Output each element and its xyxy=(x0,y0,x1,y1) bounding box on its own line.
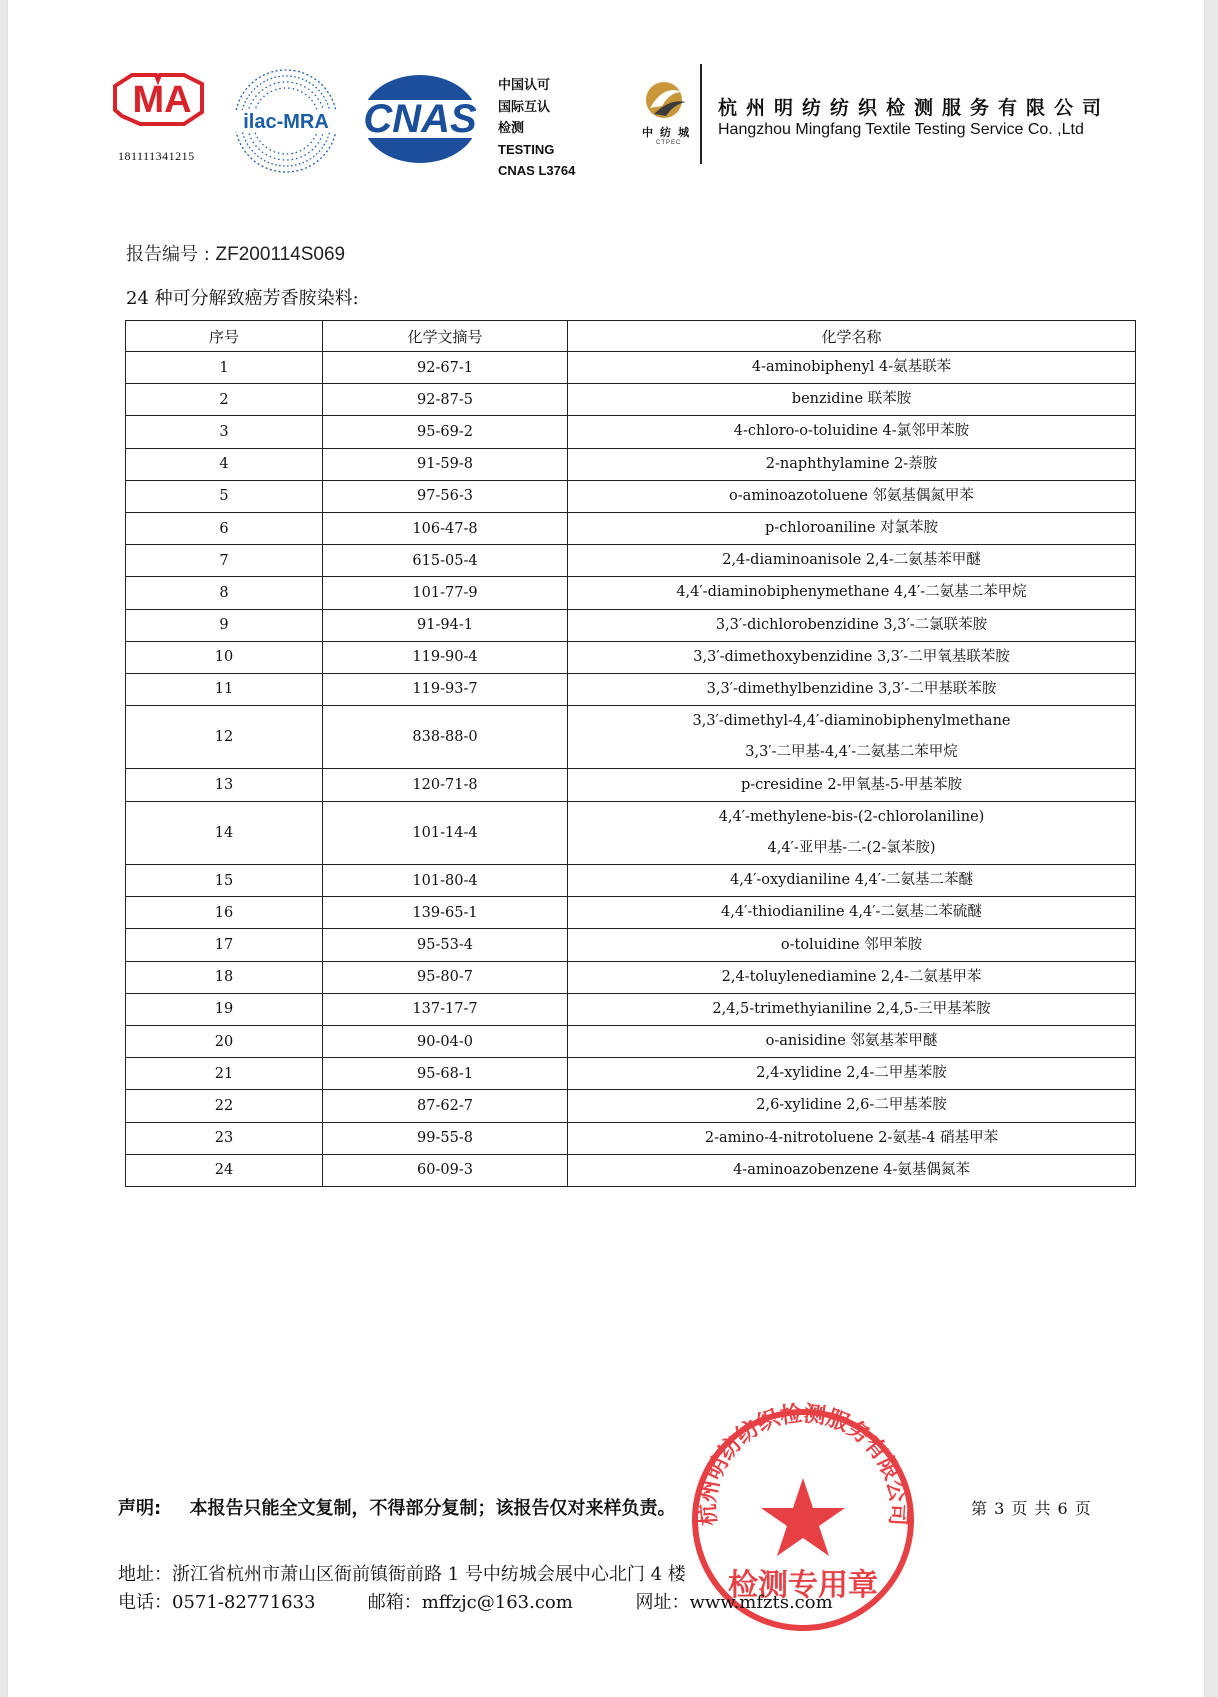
table-row xyxy=(126,1058,1136,1090)
cell-chemical-name xyxy=(568,865,1136,897)
chemical-name-line: o-aminoazotoluene 邻氨基偶氮甲苯 xyxy=(729,487,974,504)
ctpec-logo-icon xyxy=(640,78,688,122)
cell-cas: 91-94-1 xyxy=(323,609,568,641)
cell-cas: 60-09-3 xyxy=(323,1154,568,1186)
page-number: 第 3 页 共 6 页 xyxy=(971,1499,1092,1518)
cell-cas: 97-56-3 xyxy=(323,480,568,512)
cell-cas: 101-14-4 xyxy=(323,801,568,864)
cell-cas: 838-88-0 xyxy=(323,706,568,769)
table-body xyxy=(126,352,1136,1187)
chemical-name-line: 4,4′-亚甲基-二-(2-氯苯胺) xyxy=(767,839,936,856)
cell-cas: 119-90-4 xyxy=(323,641,568,673)
footer-email: 邮箱：mffzjc@163.com xyxy=(367,1592,573,1613)
chemical-name-line: 3,3′-二甲基-4,4′-二氨基二苯甲烷 xyxy=(745,744,958,761)
table-row xyxy=(126,1122,1136,1154)
cell-no: 23 xyxy=(126,1122,323,1154)
cell-no: 4 xyxy=(126,448,323,480)
cell-chemical-name xyxy=(568,448,1136,480)
cell-cas: 95-69-2 xyxy=(323,416,568,448)
cell-cas: 137-17-7 xyxy=(323,993,568,1025)
cell-chemical-name xyxy=(568,961,1136,993)
cert-line: CNAS L3764 xyxy=(498,163,576,178)
table-row xyxy=(126,545,1136,577)
cell-chemical-name xyxy=(568,352,1136,384)
report-number xyxy=(126,240,345,266)
chemical-name-line: p-chloroaniline 对氯苯胺 xyxy=(764,520,939,537)
cell-cas: 99-55-8 xyxy=(323,1122,568,1154)
cert-line: TESTING xyxy=(498,141,555,157)
chemical-name-line: 2-naphthylamine 2-萘胺 xyxy=(765,455,938,472)
cell-cas: 91-59-8 xyxy=(323,448,568,480)
chemical-name-line: 3,3′-dimethyl-4,4′-diaminobiphenylmethane xyxy=(692,713,1011,730)
table-row xyxy=(126,1090,1136,1122)
table-row xyxy=(126,801,1136,864)
col-header-name: 化学名称 xyxy=(568,321,1136,352)
cert-line: 中国认可 xyxy=(498,77,551,92)
table-row xyxy=(126,512,1136,544)
table-row xyxy=(126,673,1136,705)
chemical-name-line: 2,4-diaminoanisole 2,4-二氨基苯甲醚 xyxy=(722,552,981,569)
cell-no: 3 xyxy=(126,416,323,448)
cell-chemical-name xyxy=(568,577,1136,609)
cnas-logo xyxy=(355,70,485,168)
table-row xyxy=(126,1154,1136,1186)
cell-chemical-name xyxy=(568,769,1136,801)
cnas-cert-text xyxy=(498,74,575,182)
cell-cas: 92-87-5 xyxy=(323,384,568,416)
cma-logo xyxy=(112,72,212,130)
chemical-name-line: o-toluidine 邻甲苯胺 xyxy=(780,936,923,953)
company-name-cn: 杭州明纺纺织检测服务有限公司 xyxy=(718,97,1111,119)
chemical-name-line: 3,3′-dimethoxybenzidine 3,3′-二甲氧基联苯胺 xyxy=(693,648,1010,665)
cell-chemical-name xyxy=(568,929,1136,961)
cell-no: 16 xyxy=(126,897,323,929)
chemical-name-line: 3,3′-dichlorobenzidine 3,3′-二氯联苯胺 xyxy=(715,616,988,633)
cell-cas: 120-71-8 xyxy=(323,769,568,801)
report-number-value: ZF200114S069 xyxy=(215,244,346,265)
cell-chemical-name xyxy=(568,641,1136,673)
cma-number: 181111341215 xyxy=(118,149,195,163)
seal-bottom-text: 检测专用章 xyxy=(728,1568,878,1603)
declaration-text: 本报告只能全文复制，不得部分复制；该报告仅对来样负责。 xyxy=(189,1498,676,1519)
ilac-mra-logo xyxy=(231,66,341,176)
table-row xyxy=(126,641,1136,673)
cell-no: 18 xyxy=(126,961,323,993)
chemical-name-line: p-cresidine 2-甲氧基-5-甲基苯胺 xyxy=(741,776,962,793)
cell-no: 21 xyxy=(126,1058,323,1090)
cert-line: 国际互认 xyxy=(498,98,551,114)
ctpec-sub-text: CTPEC xyxy=(656,140,682,146)
cell-cas: 92-67-1 xyxy=(323,352,568,384)
chemical-name-line: 4,4′-thiodianiline 4,4′-二氨基二苯硫醚 xyxy=(721,904,982,921)
cell-cas: 101-80-4 xyxy=(323,865,568,897)
report-page xyxy=(8,0,1204,1697)
table-row xyxy=(126,706,1136,769)
cell-no: 9 xyxy=(126,609,323,641)
cell-cas: 106-47-8 xyxy=(323,512,568,544)
table-row xyxy=(126,865,1136,897)
cell-cas: 101-77-9 xyxy=(323,577,568,609)
cell-cas: 95-80-7 xyxy=(323,961,568,993)
chemical-name-line: 2,4-toluylenediamine 2,4-二氨基甲苯 xyxy=(721,968,982,985)
cell-chemical-name xyxy=(568,384,1136,416)
cell-no: 7 xyxy=(126,545,323,577)
cell-chemical-name xyxy=(568,480,1136,512)
cell-no: 5 xyxy=(126,480,323,512)
table-row xyxy=(126,609,1136,641)
report-header xyxy=(8,60,1204,180)
cell-no: 8 xyxy=(126,577,323,609)
seal-star-icon xyxy=(761,1478,845,1556)
cell-no: 6 xyxy=(126,512,323,544)
footer-website[interactable]: 网址：www.mfzts.com xyxy=(635,1592,833,1613)
seal-ring-text: 杭州明纺纺织检测服务有限公司 xyxy=(695,1401,911,1527)
footer-address: 地址：浙江省杭州市萧山区衙前镇衙前路 1 号中纺城会展中心北门 4 楼 xyxy=(118,1564,686,1585)
table-row xyxy=(126,480,1136,512)
cell-cas: 95-68-1 xyxy=(323,1058,568,1090)
chemical-name-line: o-anisidine 邻氨基苯甲醚 xyxy=(765,1033,938,1050)
chemical-name-line: 4,4′-methylene-bis-(2-chlorolaniline) xyxy=(718,808,985,825)
cell-chemical-name xyxy=(568,1090,1136,1122)
table-header-row xyxy=(126,321,1136,352)
cell-no: 13 xyxy=(126,769,323,801)
table-row xyxy=(126,448,1136,480)
cell-chemical-name xyxy=(568,416,1136,448)
table-row xyxy=(126,769,1136,801)
footer-phone: 电话：0571-82771633 xyxy=(118,1592,316,1613)
cell-chemical-name xyxy=(568,1154,1136,1186)
cell-no: 24 xyxy=(126,1154,323,1186)
cnas-logo-text: CNAS xyxy=(363,97,477,141)
chemical-name-line: 2,4,5-trimethyianiline 2,4,5-三甲基苯胺 xyxy=(712,1000,991,1017)
chemical-name-line: 3,3′-dimethylbenzidine 3,3′-二甲基联苯胺 xyxy=(706,680,997,697)
cell-cas: 119-93-7 xyxy=(323,673,568,705)
chemical-name-line: 2,6-xylidine 2,6-二甲基苯胺 xyxy=(756,1097,947,1114)
cell-no: 2 xyxy=(126,384,323,416)
chemical-name-line: 4,4′-diaminobiphenymethane 4,4′-二氨基二苯甲烷 xyxy=(676,584,1027,601)
cell-chemical-name xyxy=(568,545,1136,577)
cell-chemical-name xyxy=(568,1058,1136,1090)
header-divider xyxy=(700,64,702,164)
company-name-en: Hangzhou Mingfang Textile Testing Service Co. ,Ltd xyxy=(718,121,1084,138)
table-row xyxy=(126,1025,1136,1057)
chemical-name-line: 2-amino-4-nitrotoluene 2-氨基-4 硝基甲苯 xyxy=(704,1129,999,1146)
cell-chemical-name xyxy=(568,993,1136,1025)
ctpec-logo-text: 中 纺 城 xyxy=(642,127,692,139)
col-header-no: 序号 xyxy=(126,321,323,352)
cell-no: 11 xyxy=(126,673,323,705)
report-number-label: 报告编号 : xyxy=(126,244,210,265)
chemical-name-line: 4-aminobiphenyl 4-氨基联苯 xyxy=(751,359,952,376)
table-row xyxy=(126,897,1136,929)
table-row xyxy=(126,352,1136,384)
declaration-label: 声明: xyxy=(118,1498,162,1519)
cell-no: 22 xyxy=(126,1090,323,1122)
cell-no: 20 xyxy=(126,1025,323,1057)
cell-chemical-name xyxy=(568,801,1136,864)
cell-cas: 615-05-4 xyxy=(323,545,568,577)
cell-no: 15 xyxy=(126,865,323,897)
amine-table xyxy=(125,320,1136,1187)
table-row xyxy=(126,929,1136,961)
chemical-name-line: 4-chloro-o-toluidine 4-氯邻甲苯胺 xyxy=(733,423,970,440)
table-row xyxy=(126,993,1136,1025)
cell-no: 12 xyxy=(126,706,323,769)
chemical-name-line: 4,4′-oxydianiline 4,4′-二氨基二苯醚 xyxy=(730,872,973,889)
chemical-name-line: 4-aminoazobenzene 4-氨基偶氮苯 xyxy=(733,1161,970,1178)
table-row xyxy=(126,577,1136,609)
cell-chemical-name xyxy=(568,512,1136,544)
cell-chemical-name xyxy=(568,609,1136,641)
cell-no: 10 xyxy=(126,641,323,673)
table-row xyxy=(126,384,1136,416)
cell-chemical-name xyxy=(568,897,1136,929)
chemical-name-line: benzidine 联苯胺 xyxy=(791,391,912,408)
cell-chemical-name xyxy=(568,1122,1136,1154)
table-title: 24 种可分解致癌芳香胺染料: xyxy=(126,288,359,309)
cell-no: 17 xyxy=(126,929,323,961)
col-header-cas: 化学文摘号 xyxy=(323,321,568,352)
cell-cas: 139-65-1 xyxy=(323,897,568,929)
cell-cas: 95-53-4 xyxy=(323,929,568,961)
footer-contact xyxy=(118,1588,1018,1614)
cell-no: 1 xyxy=(126,352,323,384)
table-row xyxy=(126,961,1136,993)
cell-no: 14 xyxy=(126,801,323,864)
chemical-name-line: 2,4-xylidine 2,4-二甲基苯胺 xyxy=(756,1065,947,1082)
cma-logo-text: MA xyxy=(132,79,192,121)
cell-chemical-name xyxy=(568,706,1136,769)
cell-chemical-name xyxy=(568,673,1136,705)
cell-no: 19 xyxy=(126,993,323,1025)
cell-cas: 90-04-0 xyxy=(323,1025,568,1057)
cell-cas: 87-62-7 xyxy=(323,1090,568,1122)
cell-chemical-name xyxy=(568,1025,1136,1057)
cert-line: 检测 xyxy=(498,120,525,135)
declaration xyxy=(118,1494,675,1520)
ilac-logo-text: ilac-MRA xyxy=(243,111,329,133)
table-row xyxy=(126,416,1136,448)
